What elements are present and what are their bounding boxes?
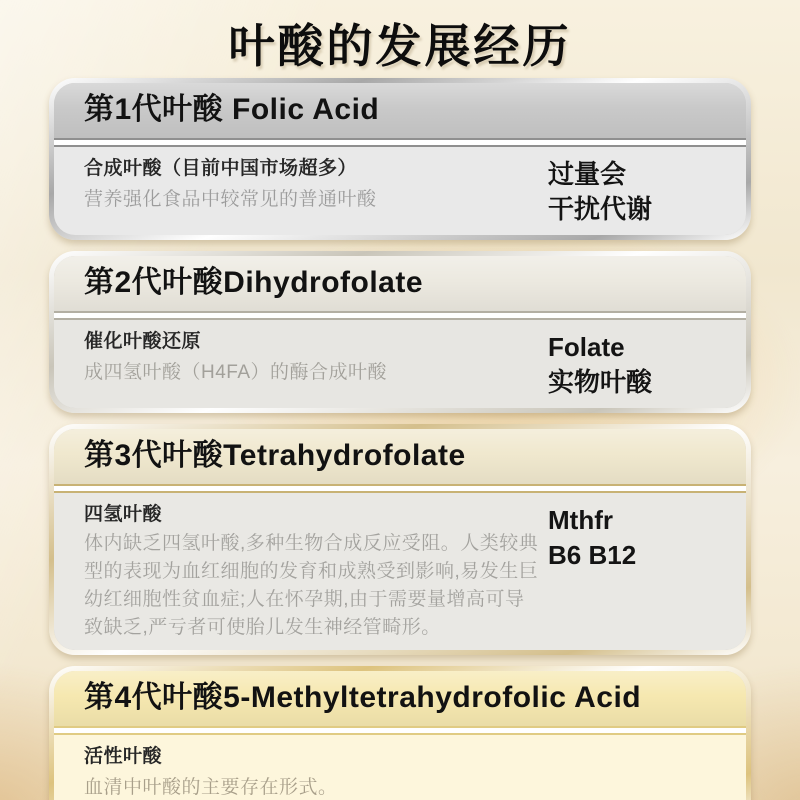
generation-1-heading: 第1代叶酸 Folic Acid bbox=[54, 83, 746, 138]
card-frame bbox=[54, 83, 746, 235]
card-note bbox=[548, 329, 720, 400]
card-desc: 体内缺乏四氢叶酸,多种生物合成反应受阻。人类较典型的表现为血红细胞的发育和成熟受到影响,易发生巨幼红细胞性贫血症;人在怀孕期,由于需要量增高可导致缺乏,严亏者可使胎儿发生神经管畸形。 bbox=[84, 533, 539, 638]
page-title: 叶酸的发展经历 bbox=[228, 20, 572, 72]
generation-3-card bbox=[49, 424, 751, 655]
card-note-line: Mthfr bbox=[548, 505, 613, 535]
card-text-block bbox=[84, 744, 720, 800]
card-note bbox=[548, 156, 720, 227]
card-separator bbox=[54, 726, 746, 735]
generation-2-card bbox=[49, 251, 751, 413]
card-lead: 活性叶酸 bbox=[84, 746, 163, 767]
card-note bbox=[548, 502, 720, 573]
card-separator bbox=[54, 138, 746, 147]
card-frame bbox=[54, 671, 746, 800]
card-desc: 血清中叶酸的主要存在形式。 bbox=[84, 777, 338, 798]
card-lead: 四氢叶酸 bbox=[84, 504, 163, 525]
card-separator bbox=[54, 311, 746, 320]
generation-4-card bbox=[49, 666, 751, 800]
card-body bbox=[54, 735, 746, 800]
card-text-block bbox=[84, 502, 548, 642]
card-body bbox=[54, 147, 746, 235]
card-frame bbox=[54, 256, 746, 408]
card-desc: 成四氢叶酸（H4FA）的酶合成叶酸 bbox=[84, 362, 388, 383]
card-note-line: 干扰代谢 bbox=[548, 194, 653, 224]
generation-2-heading: 第2代叶酸Dihydrofolate bbox=[54, 256, 746, 311]
generation-4-heading: 第4代叶酸5-Methyltetrahydrofolic Acid bbox=[54, 671, 746, 726]
generation-3-heading: 第3代叶酸Tetrahydrofolate bbox=[54, 429, 746, 484]
generation-1-card bbox=[49, 78, 751, 240]
card-stack bbox=[49, 78, 751, 800]
card-note-line: B6 B12 bbox=[548, 540, 637, 570]
card-desc: 营养强化食品中较常见的普通叶酸 bbox=[84, 189, 377, 210]
card-separator bbox=[54, 484, 746, 493]
card-note-line: Folate bbox=[548, 332, 625, 362]
card-body bbox=[54, 493, 746, 650]
card-lead: 催化叶酸还原 bbox=[84, 331, 202, 352]
card-body bbox=[54, 320, 746, 408]
card-note-line: 过量会 bbox=[548, 159, 627, 189]
card-lead: 合成叶酸（目前中国市场超多） bbox=[84, 158, 358, 179]
card-frame bbox=[54, 429, 746, 650]
card-note-line: 实物叶酸 bbox=[548, 367, 653, 397]
card-text-block bbox=[84, 156, 548, 214]
card-text-block bbox=[84, 329, 548, 387]
